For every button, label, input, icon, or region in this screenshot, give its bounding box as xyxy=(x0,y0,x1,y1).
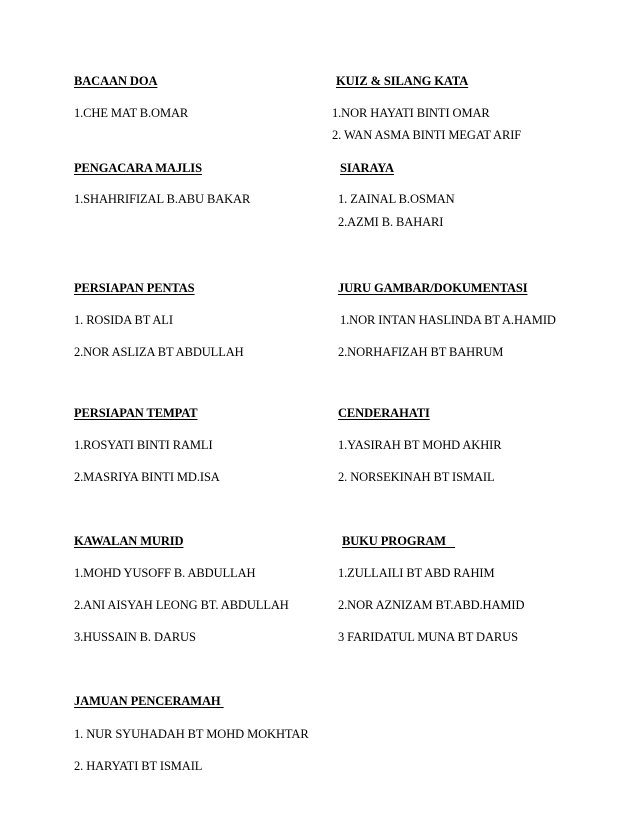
heading-persiapan-pentas: PERSIAPAN PENTAS xyxy=(74,281,195,295)
heading-juru-gambar: JURU GAMBAR/DOKUMENTASI xyxy=(338,281,528,295)
member-kawalan-3: 3.HUSSAIN B. DARUS xyxy=(74,630,196,644)
heading-bacaan-doa: BACAAN DOA xyxy=(74,74,158,88)
member-bacaan-doa-1: 1.CHE MAT B.OMAR xyxy=(74,106,189,120)
heading-kuiz-silang-kata: KUIZ & SILANG KATA xyxy=(336,74,469,88)
heading-persiapan-tempat: PERSIAPAN TEMPAT xyxy=(74,406,198,420)
member-pentas-2: 2.NOR ASLIZA BT ABDULLAH xyxy=(74,345,244,359)
member-jamuan-1: 1. NUR SYUHADAH BT MOHD MOKHTAR xyxy=(74,727,309,741)
member-jamuan-2: 2. HARYATI BT ISMAIL xyxy=(74,759,203,773)
member-kuiz-2: 2. WAN ASMA BINTI MEGAT ARIF xyxy=(332,128,522,142)
member-buku-program-3: 3 FARIDATUL MUNA BT DARUS xyxy=(338,630,518,644)
member-kuiz-1: 1.NOR HAYATI BINTI OMAR xyxy=(332,106,490,120)
member-tempat-1: 1.ROSYATI BINTI RAMLI xyxy=(74,438,213,452)
heading-cenderahati: CENDERAHATI xyxy=(338,406,430,420)
member-juru-gambar-1: 1.NOR INTAN HASLINDA BT A.HAMID xyxy=(340,313,556,327)
member-cenderahati-2: 2. NORSEKINAH BT ISMAIL xyxy=(338,470,495,484)
member-cenderahati-1: 1.YASIRAH BT MOHD AKHIR xyxy=(338,438,502,452)
member-buku-program-2: 2.NOR AZNIZAM BT.ABD.HAMID xyxy=(338,598,525,612)
member-tempat-2: 2.MASRIYA BINTI MD.ISA xyxy=(74,470,220,484)
buku-program-heading-text: BUKU PROGRAM xyxy=(342,534,447,548)
heading-jamuan-penceramah xyxy=(74,694,224,709)
heading-kawalan-murid: KAWALAN MURID xyxy=(74,534,184,548)
member-kawalan-2: 2.ANI AISYAH LEONG BT. ABDULLAH xyxy=(74,598,289,612)
jamuan-heading-text: JAMUAN PENCERAMAH xyxy=(74,694,221,708)
heading-pengacara-majlis: PENGACARA MAJLIS xyxy=(74,161,202,175)
member-siaraya-1: 1. ZAINAL B.OSMAN xyxy=(338,192,455,206)
member-buku-program-1: 1.ZULLAILI BT ABD RAHIM xyxy=(338,566,495,580)
member-pengacara-1: 1.SHAHRIFIZAL B.ABU BAKAR xyxy=(74,192,251,206)
member-kawalan-1: 1.MOHD YUSOFF B. ABDULLAH xyxy=(74,566,256,580)
heading-buku-program xyxy=(342,534,455,549)
member-juru-gambar-2: 2.NORHAFIZAH BT BAHRUM xyxy=(338,345,504,359)
member-siaraya-2: 2.AZMI B. BAHARI xyxy=(338,215,444,229)
heading-siaraya: SIARAYA xyxy=(340,161,394,175)
member-pentas-1: 1. ROSIDA BT ALI xyxy=(74,313,173,327)
